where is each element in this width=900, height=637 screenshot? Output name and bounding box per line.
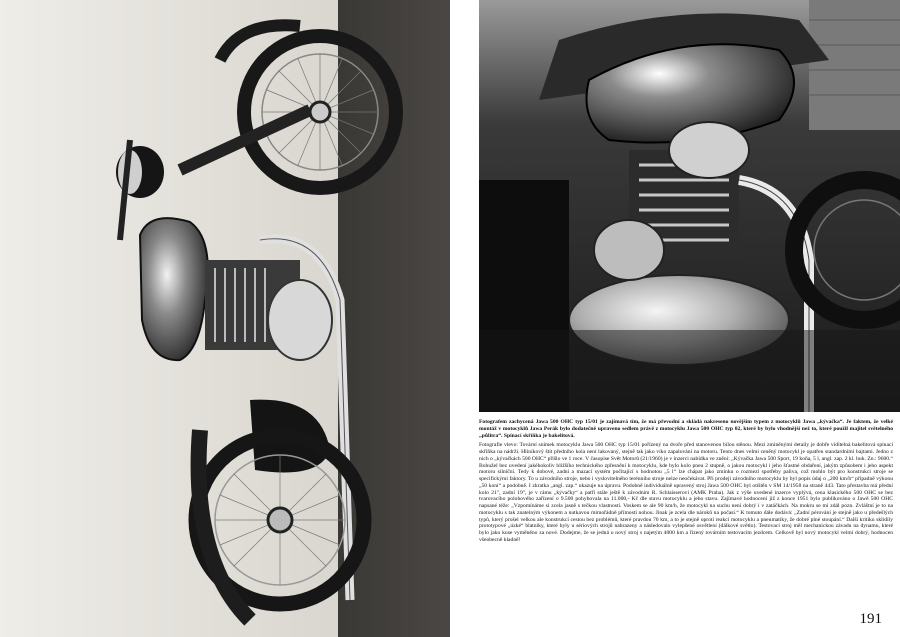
engine-closeup-illustration	[479, 0, 900, 412]
article-text	[479, 419, 893, 547]
photo-caption: Fotografem zachycená Jawa 500 OHC typ 15/01 je zajímavá tím, že má převodní a skládá nakreseno novějším typem z motocyklů Jawa „kývačka“. Je faktem, že velké montáž v motocyklů Jawa Perák bylo dodatečně upraveno sedlem právě z motocyklu Jawa 500 OHC typ 02, které by bylo vhodnější než to, které použil majitel světelného „půlitra“. Spínací skříňka je bakelitová.	[479, 419, 893, 439]
body-paragraph: Fotografie vlevo: Tovární snímek motocyklu Jawa 500 OHC typ 15/01 pořízený na dvoře před stanovenou bílou stěnou. Mezi zmíněnými detaily je dobře viditelná bakelitová spínací skříňka na nádrži. Hliníkový štít předního kola není lakovaný, stejně tak jako víko zapalování na motoru. Tento dnes velmi ceněný motocykl je opatřen standardními bajtami. Jedno z nich o „kývačkách 500 OHC“ přišlo ve 1 roce. V časopise Svět Motorů (21/1960) je v inzerci nabídka ve znění: „Kývačka Jawa 500 Sport, 19 koňa, 5 l, angl. zap. 2 kl. buk. Zn.: 9600.“ Bohužel bez uvedení jakéhokoliv bližšího technického zpřesnění k motocyklu, kde bylo kolo pneu 2 stupně, o jakou motocykl i jeho šťastné obdaření, jakým způsobem i jeho aspekt motoru silniční. Tedy k dobové, zadní a mazací systém počítající s hodnotou „5 l“ lze chápat jako zmínku o rozmezí spotřeby paliva, což mohlo být pro konstrukci stroje se specifickými faktory. To u závodního stroje, nebo i vyslovitelného terénního stroje nelze neočekávat. Při prodeji závodního motocyklu by byl popis údaj o „200 km/h“ případně výkonu „50 koní“ a podobně. I zkratka „angl. zap.“ ukazuje na úpravu. Podobně individuálně upravený stroj Jawa 500 OHC byl otištěn v SM 14/1958 na straně 443. Tato přestavba má přední kolo 21", zadní 19", je v rámu „kývačky“ a patří stále ještě k závodním R. Schlaisserovi (AMK Praha). Jak z výše uvedené inzerce vyplývá, cena klasického 500 OHC se bez tvarovacího polohového zařízení o 9.500 pohybovala na 11.000,- Kč dle stavu motocyklu a jeho stavu. Zajímavé hodnocení již z konce 1951 bylo publikováno o Jawě 500 OHC napsané téže: „Vzpomínáme si zcela jasně s tečkou vlastností. Voskem se ale 90 km/h, že motocykl na suchu není dobrý i v zatáčkách. Na mokru se mi zdál pozn. Zvláštní je to na motocyklu s tak znatelným výkonem a nutkavou mimořádně přímostí nohou. Jinak je zcela dle nároků na počasí.“ K tomuto dále dodává: „Zadní pérování je stejně jako u předešlých typů, který prošel velkou ale konstrukcí cestou bez problémů, které pravdou 70 km, a to je stejně oproti reakcí motocyklu a pneumatiky, že dobré plné stoupání.“ Další kritiku sklidily prototypové „úzké“ blatníky, které byly u sériových strojů nahrazeny a následovalo vylepšené osvětlení (dálkové světlo). Testovací stroj měl mechanickou závadu na dynamu, které bylo jako kuse vyměněno za nové. Dodejme, že se jedná o nový stroj s najetým 4000 km a řízený továrním testovacím jezdcem. Celkově byl nový motocykl velmi dobrý, hodnocen všeobecně kladně!	[479, 442, 893, 543]
page-gutter	[450, 0, 479, 637]
page-number: 191	[859, 611, 882, 627]
right-photo-engine-closeup	[479, 0, 900, 412]
